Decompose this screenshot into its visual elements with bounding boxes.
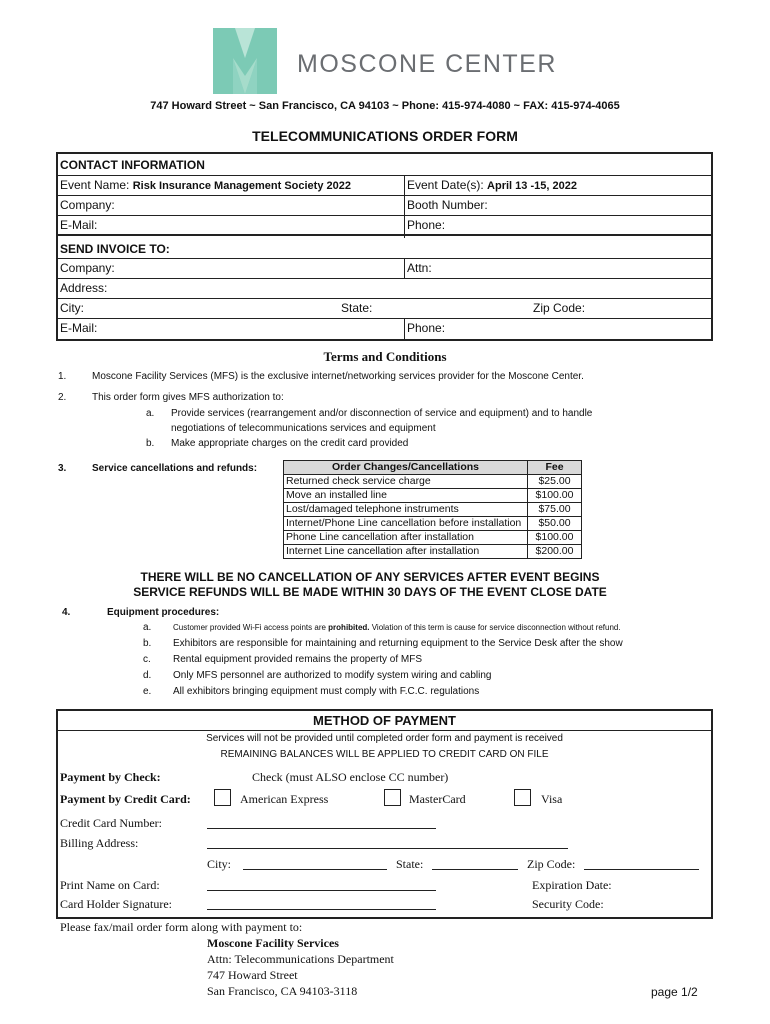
mail-org: Moscone Facility Services (207, 936, 339, 950)
billing-address-field[interactable] (207, 848, 568, 849)
payment-heading: METHOD OF PAYMENT (58, 711, 711, 731)
term-2a-line2: negotiations of telecommunications services and equipment (171, 423, 436, 434)
contact-invoice-box (56, 152, 713, 341)
term-3-number: 3. (58, 463, 67, 474)
moscone-logo-mark (213, 28, 277, 94)
invoice-address-label: Address: (60, 281, 108, 295)
event-dates-label: Event Date(s): (407, 178, 484, 192)
print-name-label: Print Name on Card: (60, 878, 160, 892)
payment-check-text: Check (must ALSO enclose CC number) (252, 770, 449, 784)
term-4-text: Equipment procedures: (107, 607, 220, 618)
billing-address-label: Billing Address: (60, 836, 139, 850)
term-4b-letter: b. (143, 638, 152, 649)
mail-instruction: Please fax/mail order form along with payment to: (60, 920, 303, 934)
table-row (284, 475, 582, 489)
signature-label: Card Holder Signature: (60, 897, 172, 911)
fee-table-header-item: Order Changes/Cancellations (284, 461, 528, 475)
print-name-field[interactable] (207, 890, 436, 891)
expiration-label: Expiration Date: (532, 878, 612, 892)
table-row (284, 503, 582, 517)
billing-city-field[interactable] (243, 869, 387, 870)
fee-table-wrap (283, 460, 582, 559)
term-4a-letter: a. (143, 622, 152, 633)
invoice-zip-label: Zip Code: (533, 301, 586, 315)
mastercard-label: MasterCard (409, 792, 466, 806)
venue-address: 747 Howard Street ~ San Francisco, CA 94103 ~ Phone: 415-974-4080 ~ FAX: 415-974-4065 (150, 100, 620, 112)
term-4e-letter: e. (143, 686, 152, 697)
billing-city-label: City: (207, 857, 232, 871)
no-cancellation-notice: THERE WILL BE NO CANCELLATION OF ANY SERVICES AFTER EVENT BEGINS (140, 570, 600, 584)
logo-text: MOSCONE CENTER (297, 50, 557, 78)
term-3-text: Service cancellations and refunds: (92, 463, 258, 474)
term-4d-text: Only MFS personnel are authorized to modify system wiring and cabling (173, 670, 492, 681)
refund-notice: SERVICE REFUNDS WILL BE MADE WITHIN 30 DAYS OF THE EVENT CLOSE DATE (133, 585, 607, 599)
page-number: page 1/2 (651, 985, 698, 999)
event-name-value[interactable]: Risk Insurance Management Society 2022 (132, 180, 351, 192)
fee-table (283, 460, 582, 559)
payment-check-label: Payment by Check: (60, 770, 161, 784)
fee-amount: $200.00 (528, 545, 582, 559)
term-1-number: 1. (58, 371, 67, 382)
invoice-email-label: E-Mail: (60, 321, 98, 335)
mail-attn: Attn: Telecommunications Department (207, 952, 394, 966)
billing-zip-label: Zip Code: (527, 857, 576, 871)
fee-item: Returned check service charge (284, 475, 528, 489)
cc-number-field[interactable] (207, 828, 436, 829)
term-1-text: Moscone Facility Services (MFS) is the exclusive internet/networking services provider for the Moscone Center. (92, 371, 584, 382)
invoice-company-label: Company: (60, 261, 115, 275)
term-2-text: This order form gives MFS authorization to: (92, 392, 284, 403)
table-row (284, 489, 582, 503)
mail-street: 747 Howard Street (207, 968, 298, 982)
fee-amount: $75.00 (528, 503, 582, 517)
phone-label: Phone: (407, 218, 446, 232)
term-2b-letter: b. (146, 438, 155, 449)
contact-heading: CONTACT INFORMATION (58, 154, 711, 176)
term-2-number: 2. (58, 392, 67, 403)
booth-number-label: Booth Number: (407, 198, 488, 212)
company-label: Company: (60, 198, 115, 212)
term-4-number: 4. (62, 607, 71, 618)
term-4c-text: Rental equipment provided remains the property of MFS (173, 654, 423, 665)
payment-note-2: REMAINING BALANCES WILL BE APPLIED TO CREDIT CARD ON FILE (220, 749, 549, 760)
fee-item: Phone Line cancellation after installation (284, 531, 528, 545)
invoice-phone-label: Phone: (407, 321, 446, 335)
term-2a-letter: a. (146, 408, 155, 419)
fee-item: Internet Line cancellation after installation (284, 545, 528, 559)
visa-checkbox[interactable] (514, 789, 531, 806)
fee-item: Move an installed line (284, 489, 528, 503)
visa-label: Visa (541, 792, 563, 806)
signature-field[interactable] (207, 909, 436, 910)
mail-city: San Francisco, CA 94103-3118 (207, 984, 358, 998)
fee-item: Internet/Phone Line cancellation before installation (284, 517, 528, 531)
table-row (284, 517, 582, 531)
event-name-label: Event Name: (60, 178, 130, 192)
event-dates-value[interactable]: April 13 -15, 2022 (487, 180, 577, 192)
mastercard-checkbox[interactable] (384, 789, 401, 806)
term-2a-line1: Provide services (rearrangement and/or disconnection of service and equipment) and to handle (171, 408, 593, 419)
term-4b-text: Exhibitors are responsible for maintaining and returning equipment to the Service Desk after the show (173, 638, 623, 649)
fee-item: Lost/damaged telephone instruments (284, 503, 528, 517)
table-row (284, 545, 582, 559)
invoice-state-label: State: (341, 301, 373, 315)
amex-checkbox[interactable] (214, 789, 231, 806)
terms-heading: Terms and Conditions (323, 349, 447, 364)
payment-card-label: Payment by Credit Card: (60, 792, 191, 806)
billing-state-field[interactable] (432, 869, 518, 870)
cc-number-label: Credit Card Number: (60, 816, 162, 830)
term-4a-text: Customer provided Wi-Fi access points are prohibited. Violation of this term is cause for service disconnection without refund. (173, 623, 621, 632)
billing-zip-field[interactable] (584, 869, 699, 870)
amex-label: American Express (240, 792, 329, 806)
fee-amount: $50.00 (528, 517, 582, 531)
invoice-city-label: City: (60, 301, 84, 315)
email-label: E-Mail: (60, 218, 98, 232)
term-4d-letter: d. (143, 670, 152, 681)
billing-state-label: State: (396, 857, 424, 871)
invoice-heading: SEND INVOICE TO: (58, 238, 711, 259)
fee-amount: $100.00 (528, 489, 582, 503)
term-2b-text: Make appropriate charges on the credit card provided (171, 438, 409, 449)
security-code-label: Security Code: (532, 897, 604, 911)
term-4c-letter: c. (143, 654, 151, 665)
term-4e-text: All exhibitors bringing equipment must comply with F.C.C. regulations (173, 686, 480, 697)
invoice-attn-label: Attn: (407, 261, 432, 275)
table-row (284, 531, 582, 545)
fee-table-header-fee: Fee (528, 461, 582, 475)
fee-amount: $100.00 (528, 531, 582, 545)
form-title: TELECOMMUNICATIONS ORDER FORM (252, 128, 518, 144)
payment-note-1: Services will not be provided until completed order form and payment is received (206, 733, 563, 744)
payment-box (56, 709, 713, 919)
fee-amount: $25.00 (528, 475, 582, 489)
